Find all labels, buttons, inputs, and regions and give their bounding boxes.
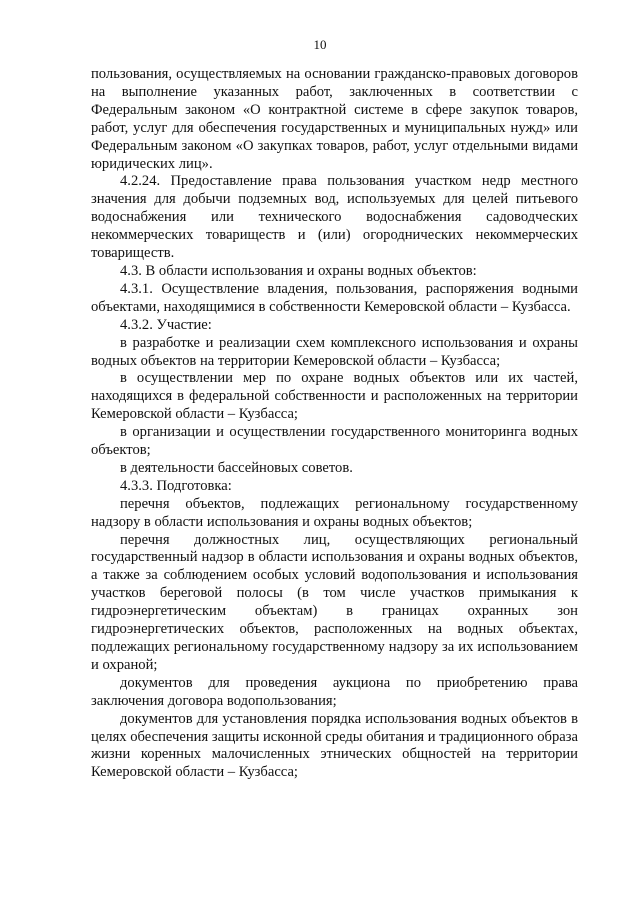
paragraph: в организации и осуществлении государственного мониторинга водных объектов;: [91, 424, 578, 459]
paragraph: 4.3.3. Подготовка:: [120, 477, 232, 494]
paragraph: в осуществлении мер по охране водных объектов или их частей, находящихся в федеральной собственности и расположенных на территории Кемеровской области – Кузбасса;: [91, 370, 578, 423]
paragraph: 4.3.2. Участие:: [120, 316, 212, 333]
paragraph: в деятельности бассейновых советов.: [120, 459, 353, 476]
page-number: 10: [313, 37, 327, 52]
paragraph: документов для установления порядка использования водных объектов в целях обеспечения защиты исконной среды обитания и традиционного образа жизни коренных малочисленных этнических общностей на территории Кемеровской области – Кузбасса;: [91, 710, 578, 781]
document-body: [91, 66, 578, 782]
paragraph: документов для проведения аукциона по приобретению права заключения договора водопользования;: [91, 674, 578, 709]
paragraph: 4.3. В области использования и охраны водных объектов:: [120, 262, 477, 279]
paragraph: перечня должностных лиц, осуществляющих региональный государственный надзор в области использования и охраны водных объектов, а также за соблюдением особых условий водопользования и использования участков береговой полосы (в том числе участков примыкания к гидроэнергетическим объектам) в границах охранных зон гидроэнергетических объектов, расположенных на водных объектах, подлежащих региональному государственному надзору за их использованием и охраной;: [91, 531, 578, 673]
paragraph: 4.2.24. Предоставление права пользования участком недр местного значения для добычи подземных вод, используемых для целей питьевого водоснабжения или технического водоснабжения садоводческих некоммерческих товариществ и (или) огороднических некоммерческих товариществ.: [91, 173, 578, 262]
paragraph: перечня объектов, подлежащих региональному государственному надзору в области использования и охраны водных объектов;: [91, 495, 578, 530]
paragraph: пользования, осуществляемых на основании гражданско-правовых договоров на выполнение указанных работ, заключенных в соответствии с Федеральным законом «О контрактной системе в сфере закупок товаров, работ, услуг для обеспечения государственных и муниципальных нужд» или Федеральным законом «О закупках товаров, работ, услуг отдельными видами юридических лиц».: [91, 66, 578, 172]
paragraph: 4.3.1. Осуществление владения, пользования, распоряжения водными объектами, находящимися в собственности Кемеровской области – Кузбасса.: [91, 280, 578, 315]
paragraph: в разработке и реализации схем комплексного использования и охраны водных объектов на территории Кемеровской области – Кузбасса;: [91, 334, 578, 369]
